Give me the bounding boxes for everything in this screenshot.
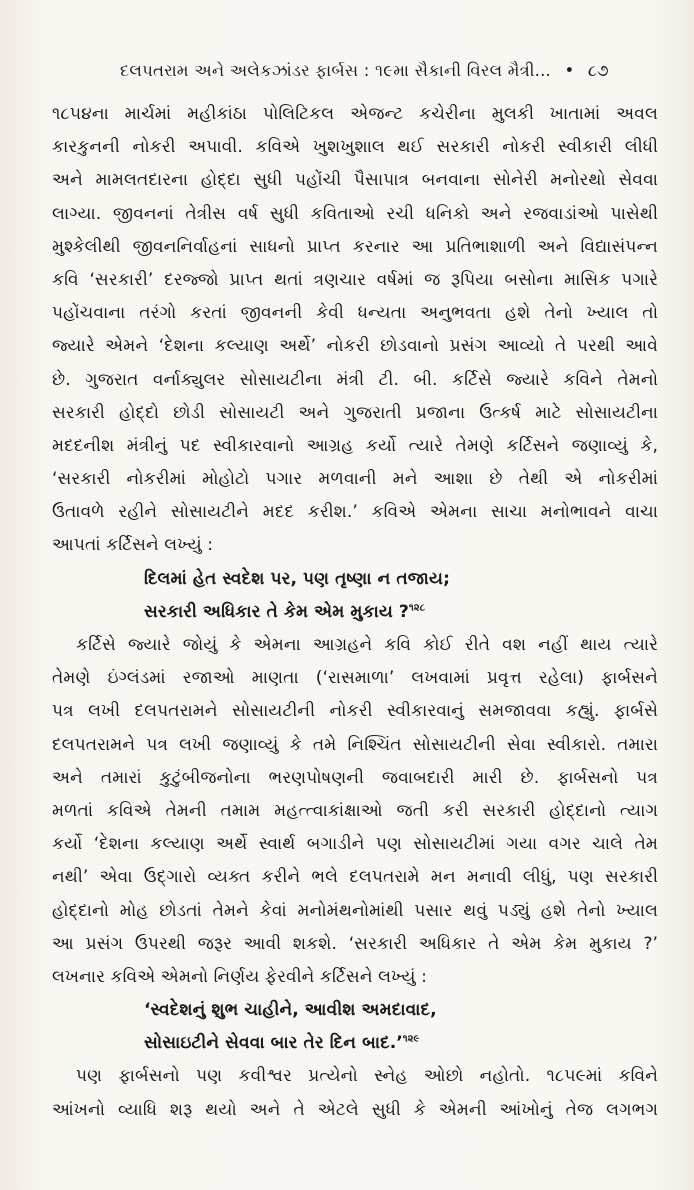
text-line: આંખનો વ્યાધિ શરૂ થયો અને તે એટલે સુધી કે એમની આંખોનું તેજ લગભગ xyxy=(52,1099,658,1120)
text-line: છે. ગુજરાત વર્નાક્યુલર સોસાયટીના મંત્રી ટી. બી. કર્ટિસે જ્યારે કવિને તેમનો xyxy=(52,369,658,390)
text-line: લાગ્યા. જીવનનાં તેત્રીસ વર્ષ સુધી કવિતાઓ રચી ધનિકો અને રજવાડાંઓ પાસેથી xyxy=(52,203,658,224)
verse-line: દિલમાં હેત સ્વદેશ પર, પણ તૃષ્ણા ન તજાય; xyxy=(144,568,450,589)
text-line: મુશ્કેલીથી જીવનનિર્વાહનાં સાધનો પ્રાપ્ત કરનાર આ પ્રતિભાશાળી અને વિદ્યાસંપન્ન xyxy=(52,236,658,257)
text-line: સરકારી હોદ્દો છોડી સોસાયટી અને ગુજરાતી પ્રજાના ઉત્કર્ષ માટે સોસાયટીના xyxy=(52,402,658,423)
header-bullet: • xyxy=(564,61,575,80)
verse-text: સરકારી અધિકાર તે કેમ એમ મુકાય ? xyxy=(144,601,409,622)
text-line: કર્યો ‘દેશના કલ્યાણ અર્થે સ્વાર્થ બગાડીને પણ સોસાયટીમાં ગયા વગર ચાલે તેમ xyxy=(52,834,658,855)
text-line: મળતાં કવિએ તેમની તમામ મહત્ત્વાકાંક્ષાઓ જતી કરી સરકારી હોદ્દાનો ત્યાગ xyxy=(52,800,658,821)
text-line: કવિ ‘સરકારી’ દરજ્જો પ્રાપ્ત થતાં ત્રણચાર વર્ષમાં જ રૂપિયા બસોના માસિક પગારે xyxy=(52,269,658,290)
text-line: નથી’ એવા ઉદ્‌ગારો વ્યક્ત કરીને ભલે દલપતરામે મન મનાવી લીધું, પણ સરકારી xyxy=(52,867,658,888)
footnote-ref: ૧૨૯ xyxy=(402,1033,420,1045)
text-line: દલપતરામને પત્ર લખી જણાવ્યું કે તમે નિશ્ચિંત સોસાયટીની સેવા સ્વીકારો. તમારા xyxy=(52,734,658,755)
text-line: આપતાં કર્ટિસને લખ્યું : xyxy=(52,535,214,556)
text-line: કર્ટિસે જ્યારે જોયું કે એમના આગ્રહને કવિ કોઈ રીતે વશ નહીં થાય ત્યારે xyxy=(76,635,658,655)
footnote-ref: ૧૨૮ xyxy=(408,602,426,614)
text-line: પહોંચવાના તરંગો કરતાં જીવનની કેવી ધન્યતા અનુભવતા હશે તેનો ખ્યાલ તો xyxy=(52,303,658,324)
text-line: અને મામલતદારના હોદ્દા સુધી પહોંચી પૈસાપાત્ર બનવાના સોનેરી મનોરથો સેવવા xyxy=(52,170,658,191)
text-line: ‘સરકારી નોકરીમાં મોહોટો પગાર મળવાની મને આશા છે તેથી એ નોકરીમાં xyxy=(52,469,658,490)
text-line: લખનાર કવિએ એમનો નિર્ણય ફેરવીને કર્ટિસને લખ્યું : xyxy=(52,966,427,987)
text-line: તેમણે ઇંગ્લંડમાં રજાઓ માણતા (‘રાસમાળા’ લખવામાં પ્રવૃત્ત રહેલા) ફાર્બસને xyxy=(52,668,658,689)
text-line: હોદ્દાનો મોહ છોડતાં તેમને કેવાં મનોમંથનોમાંથી પસાર થવું પડ્યું હશે તેનો ખ્યાલ xyxy=(52,900,658,921)
text-line: આ પ્રસંગ ઉપરથી જરૂર આવી શકશે. ‘સરકારી અધિકાર તે એમ કેમ મુકાય ?’ xyxy=(52,933,658,954)
running-title: દલપતરામ અને અલેકઝાંડર ફાર્બસ : ૧૯મા સૈકાની વિરલ મૈત્રી... xyxy=(120,61,552,80)
text-line: જ્યારે એમને ‘દેશના કલ્યાણ અર્થે’ નોકરી છોડવાનો પ્રસંગ આવ્યો તે પરથી આવે xyxy=(52,336,658,357)
verse-text: સોસાઇટીને સેવવા બાર તેર દિન બાદ.’ xyxy=(144,1033,403,1054)
running-header xyxy=(120,58,680,84)
verse-line: ‘સ્વદેશનું શુભ ચાહીને, આવીશ અમદાવાદ, xyxy=(144,1000,437,1021)
text-line: અને તમારાં કુટુંબીજનોના ભરણપોષણની જવાબદારી મારી છે. ફાર્બસનો પત્ર xyxy=(52,767,658,788)
text-line: મદદનીશ મંત્રીનું પદ સ્વીકારવાનો આગ્રહ કર્યો ત્યારે તેમણે કર્ટિસને જણાવ્યું કે, xyxy=(52,435,658,456)
verse-line xyxy=(52,596,658,629)
text-line: પત્ર લખી દલપતરામને સોસાયટીની નોકરી સ્વીકારવાનું સમજાવવા કહ્યું. ફાર્બસે xyxy=(52,701,658,722)
text-line: ૧૮૫૪ના માર્ચમાં મહીકાંઠા પોલિટિકલ એજન્ટ કચેરીના મુલકી ખાતામાં અવલ xyxy=(52,104,658,124)
text-line: ઉતાવળે રહીને સોસાયટીને મદદ કરીશ.’ કવિએ એમના સાચા મનોભાવને વાચા xyxy=(52,502,658,523)
text-line: કારકુનની નોકરી અપાવી. કવિએ ખુશખુશાલ થઈ સરકારી નોકરી સ્વીકારી લીધી xyxy=(52,137,658,158)
page-number: ૮૭ xyxy=(587,61,609,80)
body-text xyxy=(52,98,658,1127)
text-line: પણ ફાર્બસનો પણ કવીશ્વર પ્રત્યેનો સ્નેહ ઓછો નહોતો. ૧૮૫૯માં કવિને xyxy=(76,1066,658,1087)
verse-line xyxy=(52,1027,658,1060)
